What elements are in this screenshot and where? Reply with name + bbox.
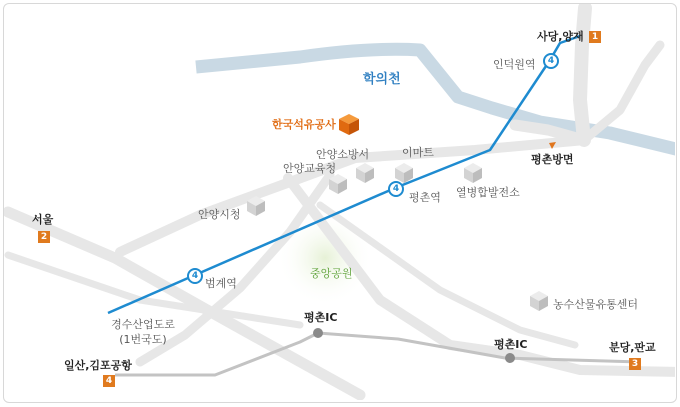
station-marker-bumgye[interactable]: 4: [187, 268, 203, 284]
landmark-label-nongsusan: 농수산물유통센터: [553, 298, 639, 311]
direction-badge-3: 3: [629, 358, 641, 370]
ic-label-right: 평촌IC: [494, 338, 528, 351]
direction-label-bundang: 분당,판교: [609, 341, 656, 354]
river: [196, 49, 680, 150]
interchange-dot-right: [505, 353, 515, 363]
river-label: 학의천: [363, 72, 401, 87]
direction-label-sadang: 사당,양재: [537, 30, 584, 43]
cube-sobangseo: [356, 163, 374, 183]
direction-badge-1: 1: [589, 31, 601, 43]
interchange-dot-left: [313, 328, 323, 338]
park-label: 중앙공원: [310, 267, 353, 280]
direction-label-seoul: 서울: [32, 213, 54, 226]
landmark-label-city-hall: 안양시청: [198, 208, 241, 221]
ic-label-left: 평촌IC: [304, 311, 338, 324]
headquarters-cube: [339, 114, 359, 135]
station-label-pyeongchon: 평촌역: [409, 191, 441, 204]
landmark-label-sobangseo: 안양소방서: [316, 148, 370, 161]
landmark-label-emart: 이마트: [402, 146, 434, 159]
road-label-expressway-alt: (1번국도): [119, 333, 167, 346]
direction-badge-4: 4: [103, 375, 115, 387]
cube-emart: [395, 163, 413, 183]
direction-label-ilsan: 일산,김포공항: [64, 359, 132, 372]
station-label-bumgye: 범계역: [205, 277, 237, 290]
road-east: [584, 45, 660, 140]
landmark-label-gyoyukcheong: 안양교육청: [283, 162, 337, 175]
cube-nongsusan: [530, 291, 548, 311]
landmark-label-power-plant: 열병합발전소: [456, 186, 520, 199]
headquarters-label: 한국석유공사: [272, 118, 336, 131]
station-label-induckwon: 인덕원역: [493, 58, 536, 71]
road-north-south: [580, 8, 585, 140]
direction-badge-2: 2: [38, 231, 50, 243]
station-marker-induckwon[interactable]: 4: [543, 53, 559, 69]
station-marker-pyeongchon[interactable]: 4: [388, 181, 404, 197]
direction-label-pyeongchon: 평촌방면: [531, 153, 574, 166]
cube-power-plant: [464, 163, 482, 183]
road-label-expressway: 경수산업도로: [111, 318, 175, 331]
